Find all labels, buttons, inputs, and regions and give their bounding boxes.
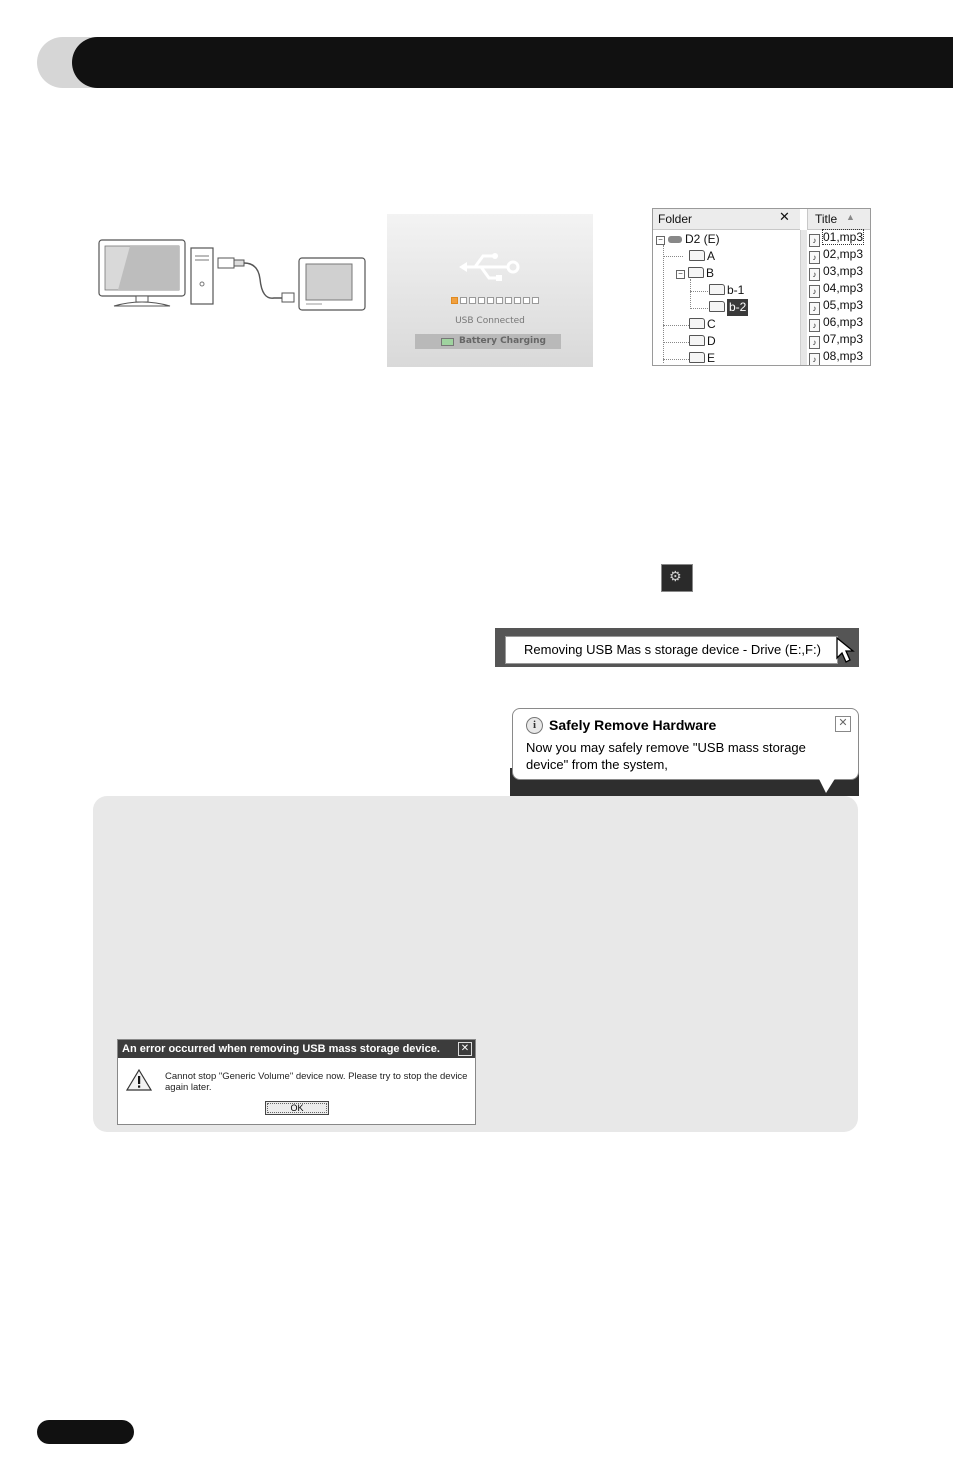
title-column-header[interactable]: [807, 209, 871, 230]
progress-dot: [460, 297, 467, 304]
folder-icon: [688, 267, 704, 278]
folder-icon: [709, 301, 725, 312]
tree-item-label: b-1: [727, 283, 745, 297]
file-item[interactable]: [807, 246, 863, 263]
tree-scrollbar[interactable]: [800, 230, 807, 365]
tree-line: [690, 308, 708, 309]
music-file-icon: ♪: [809, 353, 820, 366]
tree-item-folder[interactable]: [676, 265, 714, 282]
tree-item-drive[interactable]: [656, 231, 720, 248]
file-name: 02,mp3: [823, 247, 864, 261]
ok-button[interactable]: OK: [265, 1101, 329, 1115]
tree-item-label: D: [707, 334, 716, 348]
tree-item-folder-selected[interactable]: [709, 299, 748, 316]
tree-line: [663, 256, 683, 257]
error-dialog: [117, 1039, 476, 1125]
file-name: 05,mp3: [823, 298, 864, 312]
file-item[interactable]: [807, 229, 863, 246]
progress-dots: [451, 297, 539, 304]
progress-dot: [451, 297, 458, 304]
info-icon: i: [526, 717, 543, 734]
connection-illustration: [96, 234, 368, 314]
tree-item-label: A: [707, 249, 716, 263]
folder-icon: [689, 352, 705, 363]
battery-charging-label: Battery Charging: [459, 336, 546, 346]
close-icon[interactable]: ✕: [779, 209, 790, 224]
progress-dot: [469, 297, 476, 304]
safely-remove-balloon[interactable]: [512, 708, 859, 780]
file-name: 04,mp3: [823, 281, 864, 295]
page-number-tab: [37, 1420, 134, 1444]
file-name: 01,mp3: [823, 230, 864, 244]
tree-line: [663, 325, 691, 326]
collapse-icon[interactable]: −: [676, 270, 685, 279]
tree-item-label: b-2: [729, 300, 747, 314]
battery-icon: [441, 338, 454, 346]
close-icon[interactable]: ✕: [458, 1042, 472, 1056]
music-file-icon: ♪: [809, 234, 820, 247]
tree-line: [663, 245, 664, 363]
balloon-message: Now you may safely remove "USB mass storage device" from the system,: [526, 740, 806, 772]
error-message: Cannot stop "Generic Volume" device now. Please try to stop the device again later.: [165, 1071, 468, 1093]
tree-item-label: B: [706, 266, 715, 280]
music-file-icon: ♪: [809, 285, 820, 298]
title-header-label: Title: [815, 212, 838, 226]
tree-line: [663, 359, 691, 360]
error-dialog-titlebar: [118, 1040, 475, 1058]
sort-ascending-icon: ▲: [846, 212, 855, 222]
progress-dot: [478, 297, 485, 304]
header-bar: [72, 37, 953, 88]
collapse-icon[interactable]: −: [656, 236, 665, 245]
tree-line: [690, 279, 691, 309]
mouse-cursor-icon: [835, 636, 857, 664]
tree-line: [663, 342, 691, 343]
warning-icon: [126, 1068, 152, 1092]
usb-connected-label: USB Connected: [455, 316, 525, 326]
tree-item-folder[interactable]: [709, 282, 744, 299]
file-item[interactable]: [807, 280, 863, 297]
music-file-icon: ♪: [809, 251, 820, 264]
progress-dot: [532, 297, 539, 304]
tree-item-folder[interactable]: [689, 248, 715, 265]
tree-item-folder[interactable]: [689, 316, 716, 333]
music-file-icon: ♪: [809, 319, 820, 332]
folder-icon: [709, 284, 725, 295]
error-dialog-title: An error occurred when removing USB mass storage device.: [122, 1043, 440, 1055]
tree-item-label: E: [707, 351, 716, 365]
tree-item-label: D2 (E): [685, 232, 720, 246]
file-item[interactable]: [807, 348, 863, 365]
progress-dot: [487, 297, 494, 304]
file-name: 07,mp3: [823, 332, 864, 346]
drive-icon: [668, 236, 682, 243]
folder-icon: [689, 250, 705, 261]
folder-icon: [689, 318, 705, 329]
file-name: 06,mp3: [823, 315, 864, 329]
file-name: 03,mp3: [823, 264, 864, 278]
usb-icon: [457, 250, 523, 284]
music-file-icon: ♪: [809, 336, 820, 349]
file-name: 08,mp3: [823, 349, 864, 363]
remove-usb-menu-label: Removing USB Mas s storage device - Drive (E:,F:): [524, 642, 821, 657]
progress-dot: [505, 297, 512, 304]
remove-usb-menu-item[interactable]: [505, 636, 838, 664]
folder-header-label: Folder: [658, 212, 693, 226]
file-item[interactable]: [807, 331, 863, 348]
battery-charging-bar: [415, 334, 561, 349]
progress-dot: [514, 297, 521, 304]
tree-item-label: C: [707, 317, 716, 331]
tree-item-folder[interactable]: [689, 333, 716, 350]
file-item[interactable]: [807, 297, 863, 314]
balloon-title: Safely Remove Hardware: [549, 717, 717, 733]
tree-item-folder[interactable]: [689, 350, 715, 366]
folder-icon: [689, 335, 705, 346]
close-icon[interactable]: ✕: [835, 716, 851, 732]
taskbar-strip: [495, 628, 859, 667]
progress-dot: [496, 297, 503, 304]
music-file-icon: ♪: [809, 302, 820, 315]
progress-dot: [523, 297, 530, 304]
device-screen: [387, 214, 593, 367]
tree-line: [690, 291, 708, 292]
file-item[interactable]: [807, 314, 863, 331]
file-item[interactable]: [807, 263, 863, 280]
folder-pane-header: [653, 209, 800, 230]
music-file-icon: ♪: [809, 268, 820, 281]
balloon-tail: [818, 777, 836, 793]
safely-remove-tray-icon[interactable]: ⚙: [661, 564, 693, 592]
explorer-panel: [652, 208, 871, 366]
